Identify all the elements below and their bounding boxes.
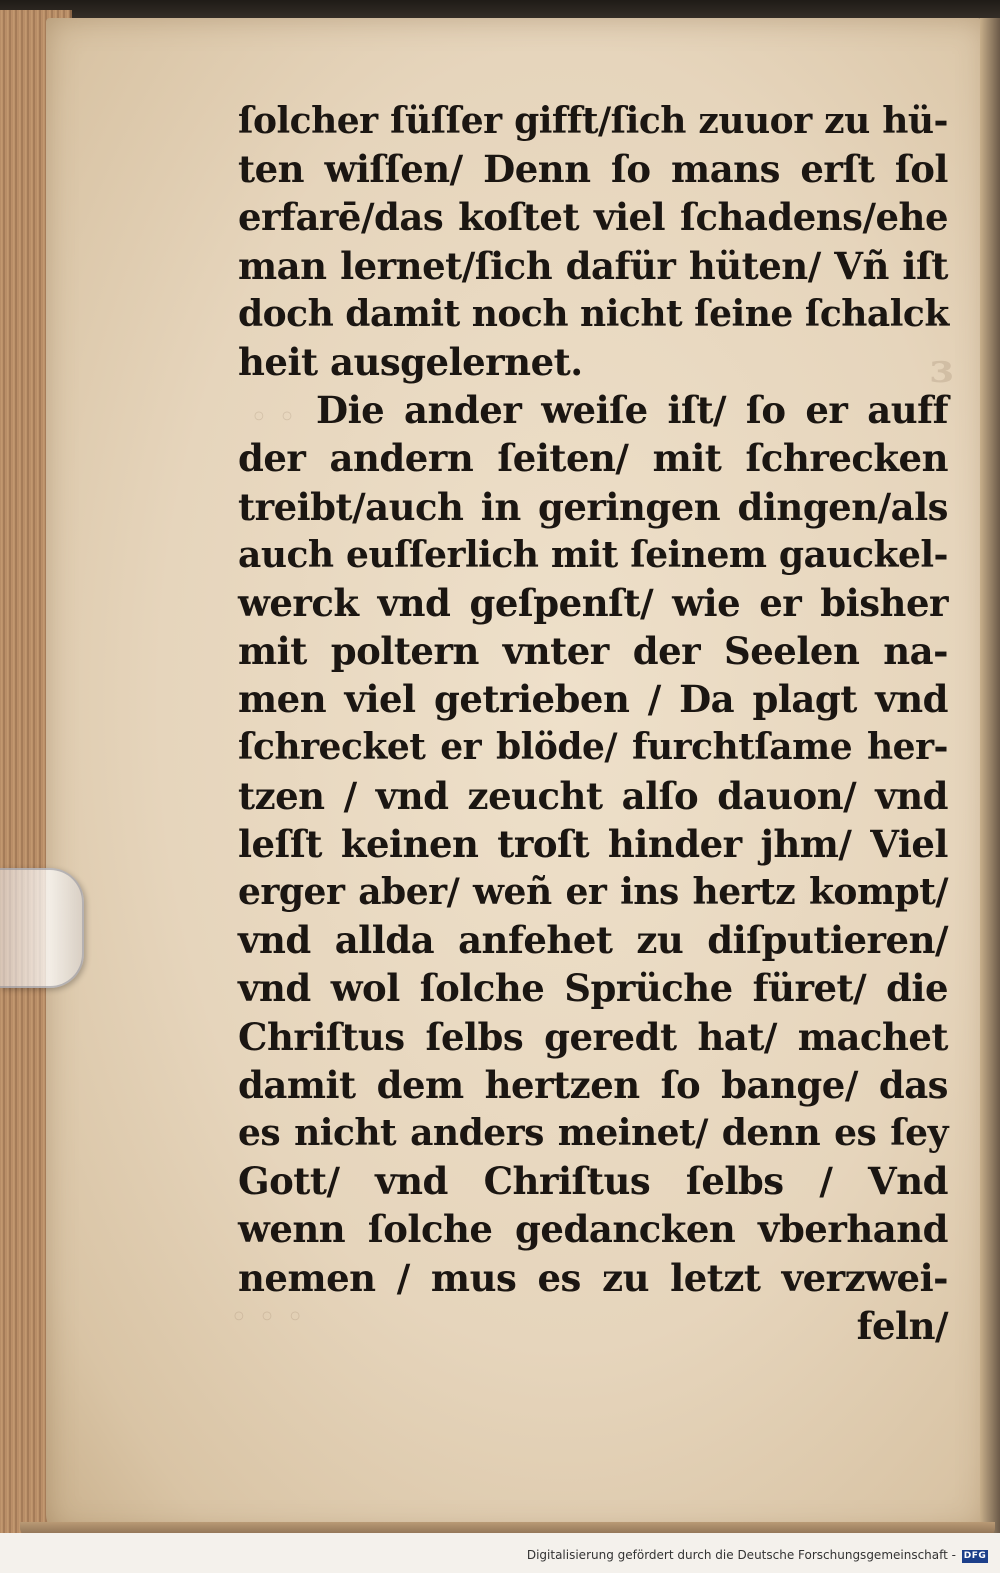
bleed-through-text: ɜ — [930, 345, 953, 392]
text-line: Chriſtus ſelbs geredt hat/ machet — [238, 1014, 948, 1059]
text-line: damit dem hertzen ſo bange/ das — [238, 1062, 948, 1107]
text-line: der andern ſeiten/ mit ſchrecken — [238, 436, 948, 481]
catchword: feln/ — [856, 1303, 948, 1348]
text-line: erfarē/das koſtet viel ſchadens/ehe — [238, 195, 948, 240]
text-line: ſolcher ſüſſer gifft/ſich zuuor zu hü- — [238, 100, 948, 142]
text-line: ſchrecket er blöde/ furchtſame her- — [238, 726, 948, 769]
text-line: ten wiſſen/ Denn ſo mans erſt ſol — [238, 147, 948, 192]
text-line: es nicht anders meinet/ denn es ſey — [238, 1111, 948, 1154]
text-line: mit poltern vnter der Seelen na- — [238, 629, 948, 674]
dfg-logo: DFG — [963, 1551, 987, 1561]
text-line: tzen / vnd zeucht alſo dauon/ vnd — [238, 773, 948, 818]
text-line: auch euſſerlich mit ſeinem gauckel- — [238, 533, 948, 576]
page-text-block — [238, 97, 948, 1350]
bleed-through-text: ◦ ◦ ◦ — [230, 1300, 304, 1335]
text-line: erger aber/ weñ er ins hertz kompt/ — [238, 871, 948, 913]
text-line: wenn ſolche gedancken vberhand — [238, 1207, 948, 1252]
text-line: werck vnd geſpenſt/ wie er bisher — [238, 580, 948, 625]
text-line: leſſt keinen troſt hinder jhm/ Viel — [238, 821, 948, 866]
text-line: Gott/ vnd Chriſtus ſelbs / Vnd — [238, 1159, 948, 1204]
text-line: treibt/auch in geringen dingen/als — [238, 484, 948, 529]
text-line: doch damit noch nicht ſeine ſchalck — [238, 292, 949, 335]
text-line: heit ausgelernet. — [238, 339, 583, 384]
text-line: man lernet/ſich dafür hüten/ Vñ iſt — [238, 243, 948, 288]
page-right-shadow — [980, 18, 1000, 1533]
paragraph-start-line: Die ander weiſe iſt/ ſo er auff — [316, 388, 948, 433]
text-line: vnd allda anfehet zu diſputieren/ — [238, 918, 948, 963]
text-line: nemen / mus es zu letzt verzwei- — [238, 1255, 948, 1300]
text-line: men viel getrieben / Da plagt vnd — [238, 677, 948, 722]
digitization-credit: Digitalisierung gefördert durch die Deutsche Forschungsgemeinschaft - — [526, 1548, 956, 1562]
text-line: vnd wol ſolche Sprüche füret/ die — [238, 966, 948, 1011]
page-holder-clip — [0, 868, 84, 988]
bleed-through-text: ◦ ◦ — [250, 400, 296, 435]
